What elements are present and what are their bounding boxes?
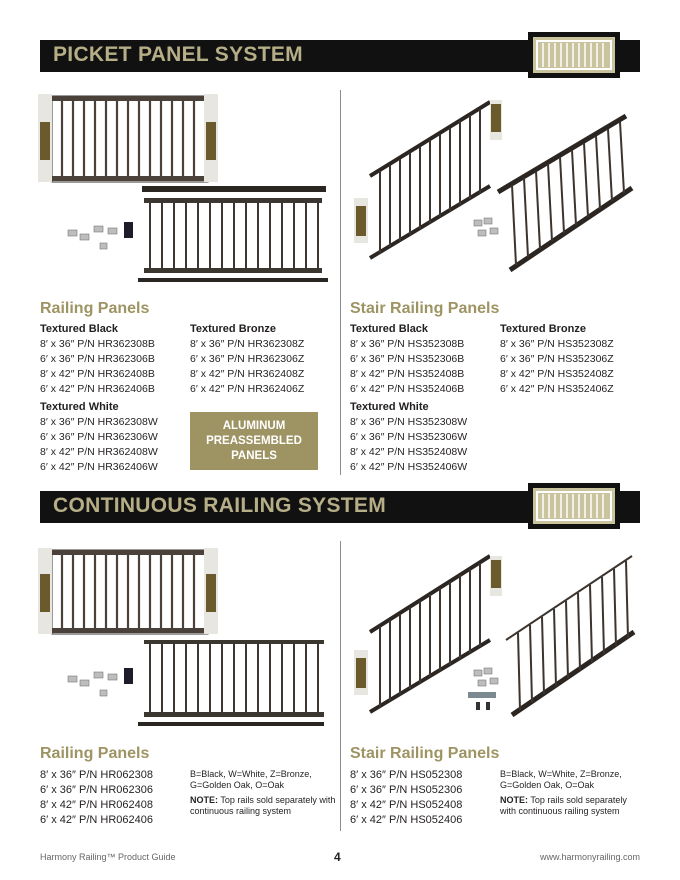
list-item: 8′ x 36″ P/N HR362308Z [190, 338, 305, 350]
railing-panel-photo [38, 88, 330, 288]
stair-panel-photo [350, 88, 640, 283]
list-item: 8′ x 42″ P/N HR362408W [40, 446, 158, 458]
footer-website-link[interactable]: www.harmonyrailing.com [539, 852, 640, 862]
list-item: 6′ x 42″ P/N HR362406W [40, 461, 158, 473]
badge-line: ALUMINUM [222, 420, 286, 432]
list-item: 6′ x 36″ P/N HS352306B [350, 353, 465, 365]
continuous-stair-panel-photo [350, 540, 640, 730]
list-item: 8′ x 42″ P/N HS352408W [350, 446, 468, 458]
stair-textured-black-list [350, 322, 500, 397]
list-item: 6′ x 36″ P/N HS052306 [350, 784, 463, 796]
section-title: PICKET PANEL SYSTEM [53, 43, 303, 66]
note-label: NOTE: [190, 795, 218, 805]
list-item: 8′ x 42″ P/N HS352408B [350, 368, 465, 380]
list-item: 8′ x 36″ P/N HS352308W [350, 416, 468, 428]
textured-white-list [40, 400, 190, 475]
note-label: NOTE: [500, 795, 528, 805]
badge-line: PREASSEMBLED [206, 435, 302, 447]
list-item: 8′ x 36″ P/N HR362308W [40, 416, 158, 428]
continuous-railing-panel-photo [38, 540, 330, 732]
list-item: 6′ x 36″ P/N HS352306W [350, 431, 468, 443]
list-item: 8′ x 36″ P/N HR362308B [40, 338, 155, 350]
stair-railing-panels-heading: Stair Railing Panels [350, 300, 500, 317]
list-item: 6′ x 42″ P/N HR362406Z [190, 383, 305, 395]
list-item: 8′ x 36″ P/N HS352308B [350, 338, 465, 350]
group-label: Textured Black [40, 323, 119, 335]
railing-thumbnail-icon [528, 483, 620, 529]
list-item: 6′ x 36″ P/N HS352306Z [500, 353, 614, 365]
group-label: Textured Black [350, 323, 429, 335]
note-body: Top rails sold separately with continuous railing system [190, 795, 336, 816]
list-item: 8′ x 42″ P/N HS352408Z [500, 368, 614, 380]
column-divider [340, 541, 341, 831]
note-text [190, 795, 340, 817]
list-item: 8′ x 36″ P/N HS352308Z [500, 338, 614, 350]
list-item: 6′ x 36″ P/N HR362306W [40, 431, 158, 443]
list-item: 6′ x 42″ P/N HS352406W [350, 461, 468, 473]
footer-guide-title: Harmony Railing™ Product Guide [40, 852, 176, 862]
aluminum-preassembled-badge [190, 412, 318, 470]
group-label: Textured Bronze [190, 323, 276, 335]
list-item: 6′ x 42″ P/N HS352406Z [500, 383, 614, 395]
page-number: 4 [334, 850, 341, 864]
badge-line: PANELS [231, 450, 277, 462]
color-legend: B=Black, W=White, Z=Bronze, G=Golden Oak, O=Oak [190, 769, 312, 790]
group-label: Textured White [40, 401, 119, 413]
note-body: Top rails sold separately with continuous railing system [500, 795, 627, 816]
list-item: 6′ x 36″ P/N HR362306B [40, 353, 155, 365]
list-item: 6′ x 36″ P/N HR362306Z [190, 353, 305, 365]
note-text [500, 795, 640, 817]
list-item: 8′ x 36″ P/N HS052308 [350, 769, 463, 781]
list-item: 6′ x 36″ P/N HR062306 [40, 784, 153, 796]
list-item: 6′ x 42″ P/N HR062406 [40, 814, 153, 826]
group-label: Textured White [350, 401, 429, 413]
stair-color-legend-note [500, 769, 640, 817]
list-item: 8′ x 42″ P/N HR362408B [40, 368, 155, 380]
list-item: 8′ x 42″ P/N HR362408Z [190, 368, 305, 380]
railing-thumbnail-icon [528, 32, 620, 78]
section-title: CONTINUOUS RAILING SYSTEM [53, 494, 387, 517]
continuous-stair-panels-heading: Stair Railing Panels [350, 745, 500, 762]
color-legend: B=Black, W=White, Z=Bronze, G=Golden Oak, O=Oak [500, 769, 622, 790]
railing-panels-heading: Railing Panels [40, 300, 150, 317]
textured-black-list [40, 322, 190, 397]
column-divider [340, 90, 341, 475]
continuous-railing-list [40, 768, 190, 828]
stair-textured-bronze-list [500, 322, 640, 397]
list-item: 6′ x 42″ P/N HS352406B [350, 383, 465, 395]
list-item: 6′ x 42″ P/N HS052406 [350, 814, 463, 826]
section-banner-picket [40, 40, 640, 72]
group-label: Textured Bronze [500, 323, 586, 335]
color-legend-note [190, 769, 340, 817]
list-item: 8′ x 42″ P/N HS052408 [350, 799, 463, 811]
list-item: 8′ x 42″ P/N HR062408 [40, 799, 153, 811]
list-item: 8′ x 36″ P/N HR062308 [40, 769, 153, 781]
section-banner-continuous [40, 491, 640, 523]
continuous-stair-list [350, 768, 500, 828]
stair-textured-white-list [350, 400, 500, 475]
textured-bronze-list [190, 322, 340, 397]
list-item: 6′ x 42″ P/N HR362406B [40, 383, 155, 395]
continuous-railing-panels-heading: Railing Panels [40, 745, 150, 762]
